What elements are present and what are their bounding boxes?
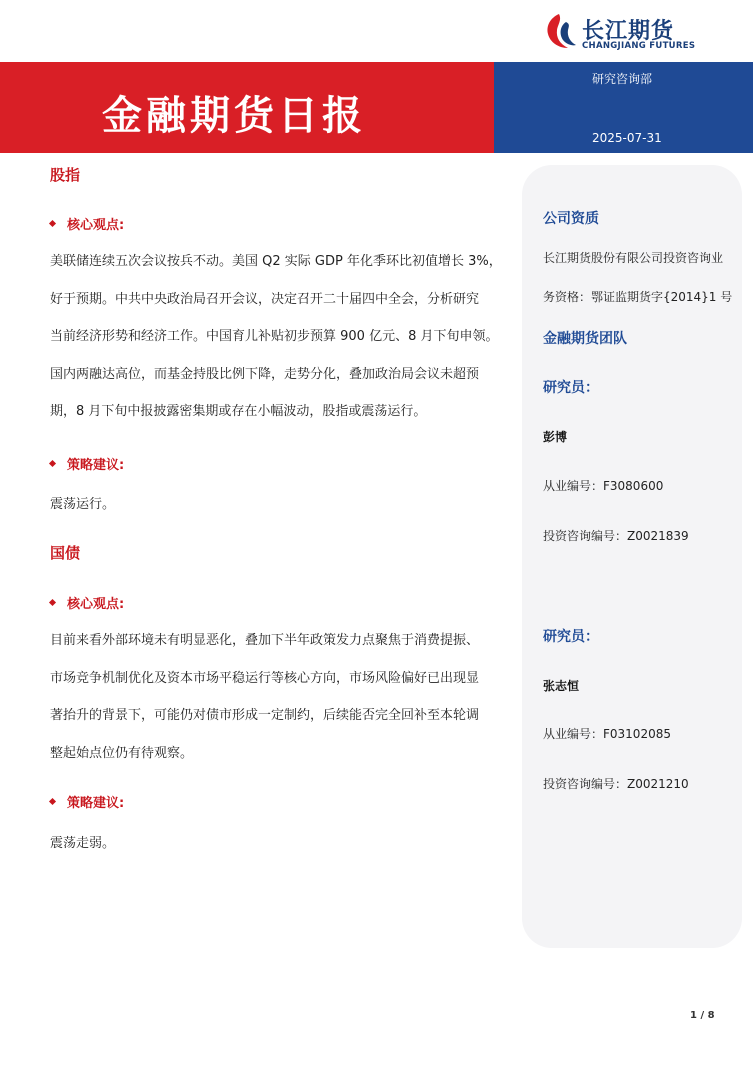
page-number: 1 / 8 [690, 1010, 715, 1021]
diamond-bullet-icon [49, 460, 56, 467]
strategy-text: 震荡运行。 [50, 497, 116, 512]
researcher-cert: 从业编号：F03102085 [543, 727, 671, 741]
core-view-label: 核心观点: [50, 593, 124, 612]
logo-mark-icon [540, 12, 578, 52]
company-qualification-line: 长江期货股份有限公司投资咨询业 [543, 251, 724, 265]
report-date: 2025-07-31 [592, 131, 662, 145]
team-heading: 金融期货团队 [543, 331, 627, 347]
researcher-label: 研究员： [543, 629, 599, 645]
researcher-name: 彭博 [543, 430, 568, 444]
researcher-advisory: 投资咨询编号：Z0021210 [543, 777, 689, 791]
department-label: 研究咨询部 [592, 72, 653, 86]
diamond-bullet-icon [49, 798, 56, 805]
company-qualification-line: 务资格：鄂证监期货字{2014}1 号 [543, 290, 733, 304]
logo-en-text: CHANGJIANG FUTURES [582, 41, 696, 51]
company-logo [540, 12, 710, 54]
researcher-advisory: 投资咨询编号：Z0021839 [543, 529, 689, 543]
section-title-treasury: 国债 [50, 544, 81, 562]
section-title-stock-index: 股指 [50, 166, 81, 184]
core-view-paragraph: 美联储连续五次会议按兵不动。美国 Q2 实际 GDP 年化季环比初值增长 3%， 好于预期。中共中央政治局召开会议，决定召开二十届四中全会，分析研究 当前经济形势和经济工作。中国育儿补贴初步预算 900 亿元、8 月下旬申领。 国内两融达高位，而基金持股比例下降，走势分化，叠加政治局会议未超预 期，8 月下旬中报披露密集期或存在小幅波动，股指或震荡运行。 [50, 254, 502, 419]
sidebar-panel [522, 165, 742, 948]
core-view-label: 核心观点: [50, 214, 124, 233]
researcher-name: 张志恒 [543, 679, 580, 693]
researcher-cert: 从业编号：F3080600 [543, 479, 664, 493]
report-title: 金融期货日报 [102, 93, 366, 139]
core-view-paragraph: 目前来看外部环境未有明显恶化，叠加下半年政策发力点聚焦于消费提振、 市场竞争机制优化及资本市场平稳运行等核心方向，市场风险偏好已出现显 著抬升的背景下，可能仍对债市形成一定制约，后续能否完全回补至本轮调 整起始点位仍有待观察。 [50, 633, 480, 761]
diamond-bullet-icon [49, 220, 56, 227]
strategy-text: 震荡走弱。 [50, 836, 116, 851]
researcher-label: 研究员： [543, 380, 599, 396]
strategy-label: 策略建议: [50, 792, 124, 811]
logo-cn-text: 长江期货 [582, 19, 675, 44]
strategy-label: 策略建议: [50, 454, 124, 473]
diamond-bullet-icon [49, 599, 56, 606]
company-qualification-heading: 公司资质 [543, 211, 599, 227]
